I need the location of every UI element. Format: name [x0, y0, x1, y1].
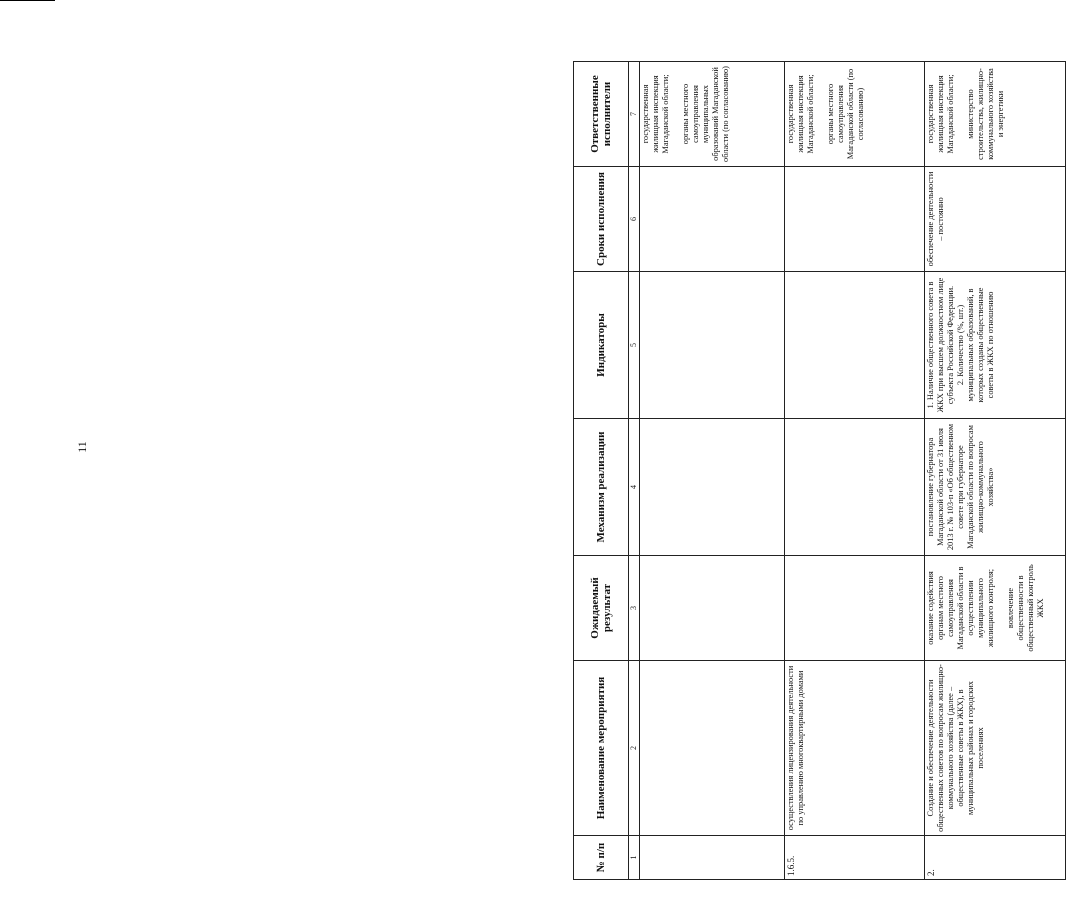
column-number: 3 — [629, 556, 640, 661]
rotated-table-container — [573, 62, 1066, 880]
row-name: осуществления лицензирования деятельности по управлению многоквартирными домами — [785, 661, 925, 836]
column-number-row — [629, 62, 640, 880]
row-indicators — [925, 272, 1066, 419]
responsible-item: государственная жилищная инспекция Магаданской области; — [641, 74, 670, 154]
header-responsible: Ответственные исполнители — [574, 62, 629, 167]
row-responsible — [925, 62, 1066, 167]
table-row — [925, 62, 1066, 880]
row-responsible — [640, 62, 785, 167]
row-num: 2. — [925, 836, 1066, 880]
column-number: 4 — [629, 419, 640, 556]
row-deadline — [640, 167, 785, 272]
column-number: 5 — [629, 272, 640, 419]
column-number: 1 — [629, 836, 640, 880]
page-number: 11 — [75, 441, 89, 453]
row-name: Создание и обеспечение деятельности общественных советов по вопросам жилищно-коммунального хозяйства (далее – общественные советы в ЖКХ), в муниципальных районах и городских поселениях — [925, 661, 1066, 836]
row-deadline — [785, 167, 925, 272]
header-row — [574, 62, 629, 880]
header-result: Ожидаемый результат — [574, 556, 629, 661]
row-indicators — [785, 272, 925, 419]
responsible-item: государственная жилищная инспекция Магаданской области; — [786, 74, 815, 154]
responsible-item: органы местного самоуправления муниципальных образований Магаданской области (по согласованию) — [681, 66, 730, 162]
row-name — [640, 661, 785, 836]
header-mechanism: Механизм реализации — [574, 419, 629, 556]
row-num: 1.6.5. — [785, 836, 925, 880]
column-number: 2 — [629, 661, 640, 836]
responsible-item: министерство строительства, жилищно-коммунального хозяйства и энергетики — [966, 68, 1005, 160]
row-responsible — [785, 62, 925, 167]
row-indicators — [640, 272, 785, 419]
indicator-item: 2. Количество (%, шт.) муниципальных образований, в которых созданы общественные советы в ЖКХ по отношению — [956, 287, 995, 403]
result-item: вовлечение общественности в общественный контроль ЖКХ — [1006, 564, 1045, 652]
row-num — [640, 836, 785, 880]
table-row — [640, 62, 785, 880]
row-mechanism — [640, 419, 785, 556]
row-mechanism — [785, 419, 925, 556]
row-result — [925, 556, 1066, 661]
header-indicators: Индикаторы — [574, 272, 629, 419]
indicator-item: 1. Наличие общественного совета в ЖКХ при высшем должностном лице субъекта Российской Федерации. — [926, 277, 955, 413]
row-mechanism: постановление губернатора Магаданской области от 31 июля 2013 г. № 103-п «Об общественном совете при губернаторе Магаданской области по вопросам жилищно-коммунального хозяйства» — [925, 419, 1066, 556]
top-rule — [0, 0, 55, 1]
row-result — [640, 556, 785, 661]
row-result — [785, 556, 925, 661]
responsible-item: государственная жилищная инспекция Магаданской области; — [926, 74, 955, 154]
result-item: оказание содействия органам местного самоуправления Магаданской области в осуществлении муниципального жилищного контроля; — [926, 566, 995, 650]
action-plan-table — [573, 61, 1066, 880]
header-num: № п/п — [574, 836, 629, 880]
header-name: Наименование мероприятия — [574, 661, 629, 836]
column-number: 6 — [629, 167, 640, 272]
column-number: 7 — [629, 62, 640, 167]
table-row — [785, 62, 925, 880]
header-deadline: Сроки исполнения — [574, 167, 629, 272]
row-deadline: обеспечение деятельности – постоянно — [925, 167, 1066, 272]
responsible-item: органы местного самоуправления Магаданской области (по согласованию) — [826, 68, 865, 160]
